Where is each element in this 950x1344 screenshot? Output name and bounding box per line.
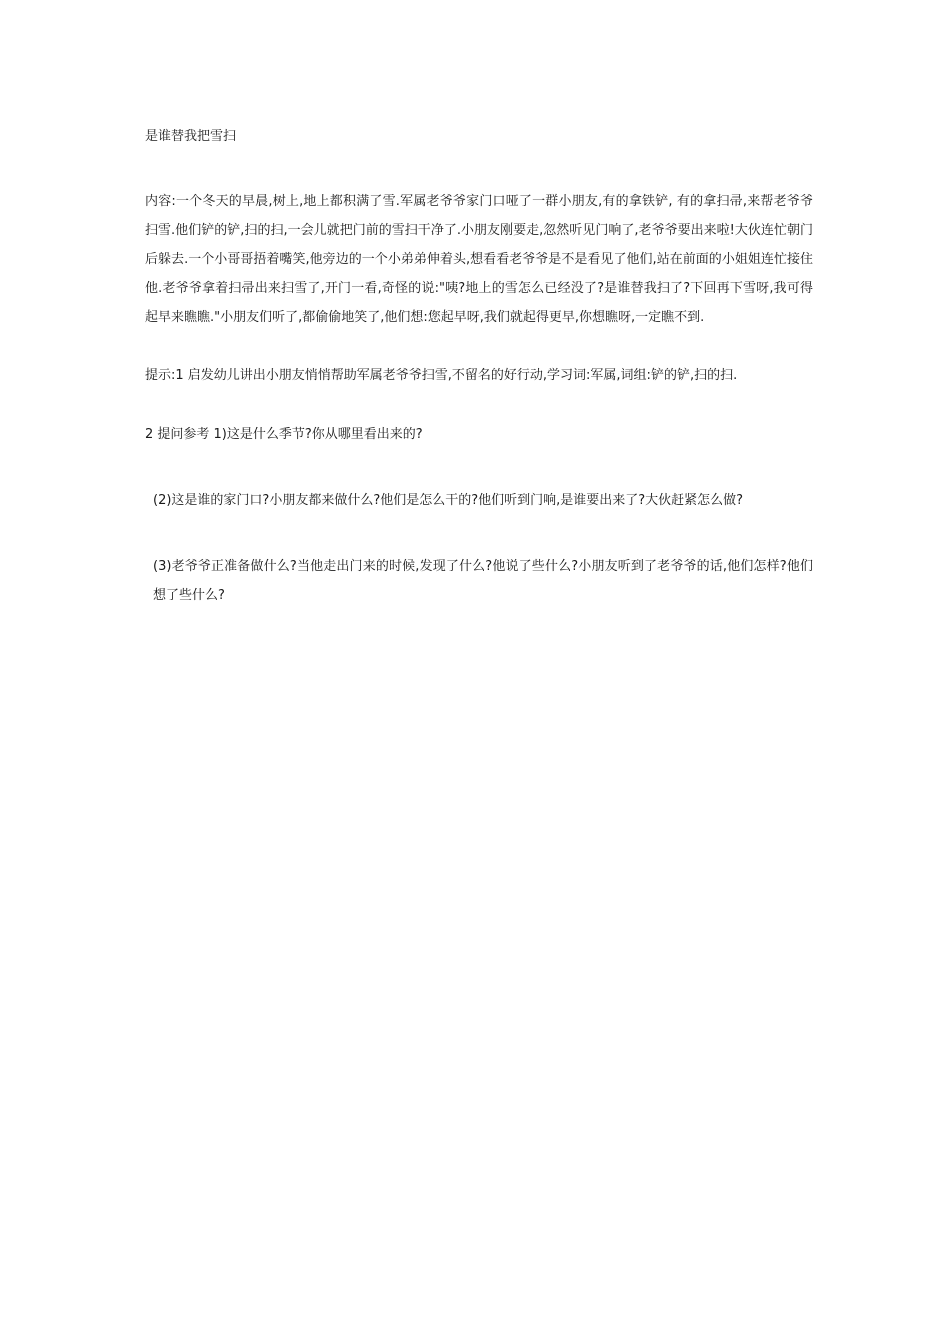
spacer [145, 149, 813, 187]
hint-paragraph: 提示:1 启发幼儿讲出小朋友悄悄帮助军属老爷爷扫雪,不留名的好行动,学习词:军属,词组:铲的铲,扫的扫. [145, 368, 738, 383]
document-title: 是谁替我把雪扫 [145, 129, 237, 144]
question-1-paragraph: 2 提问参考 1)这是什么季节?你从哪里看出来的? [145, 427, 423, 442]
spacer [145, 390, 813, 420]
spacer [145, 332, 813, 361]
document-body [145, 125, 813, 610]
story-content-paragraph: 内容:一个冬天的早晨,树上,地上都积满了雪.军属老爷爷家门口哑了一群小朋友,有的拿铁铲, 有的拿扫帚,来帮老爷爷扫雪.他们铲的铲,扫的扫,一会儿就把门前的雪扫干净了.小朋友刚要走,忽然听见门响了,老爷爷要出来啦!大伙连忙朝门后躲去.一个小哥哥捂着嘴笑,他旁边的一个小弟弟伸着头,想看看老爷爷是不是看见了他们,站在前面的小姐姐连忙接住他.老爷爷拿着扫帚出来扫雪了,开门一看,奇怪的说:"咦?地上的雪怎么已经没了?是谁替我扫了?下回再下雪呀,我可得起早来瞧瞧."小朋友们听了,都偷偷地笑了,他们想:您起早呀,我们就起得更早,你想瞧呀,一定瞧不到. [145, 194, 813, 325]
spacer [145, 515, 813, 552]
question-3-paragraph: (3)老爷爷正准备做什么?当他走出门来的时候,发现了什么?他说了些什么?小朋友听到了老爷爷的话,他们怎样?他们想了些什么? [153, 559, 813, 603]
question-2-paragraph: (2)这是谁的家门口?小朋友都来做什么?他们是怎么干的?他们听到门响,是谁要出来了?大伙赶紧怎么做? [153, 493, 744, 508]
spacer [145, 449, 813, 486]
